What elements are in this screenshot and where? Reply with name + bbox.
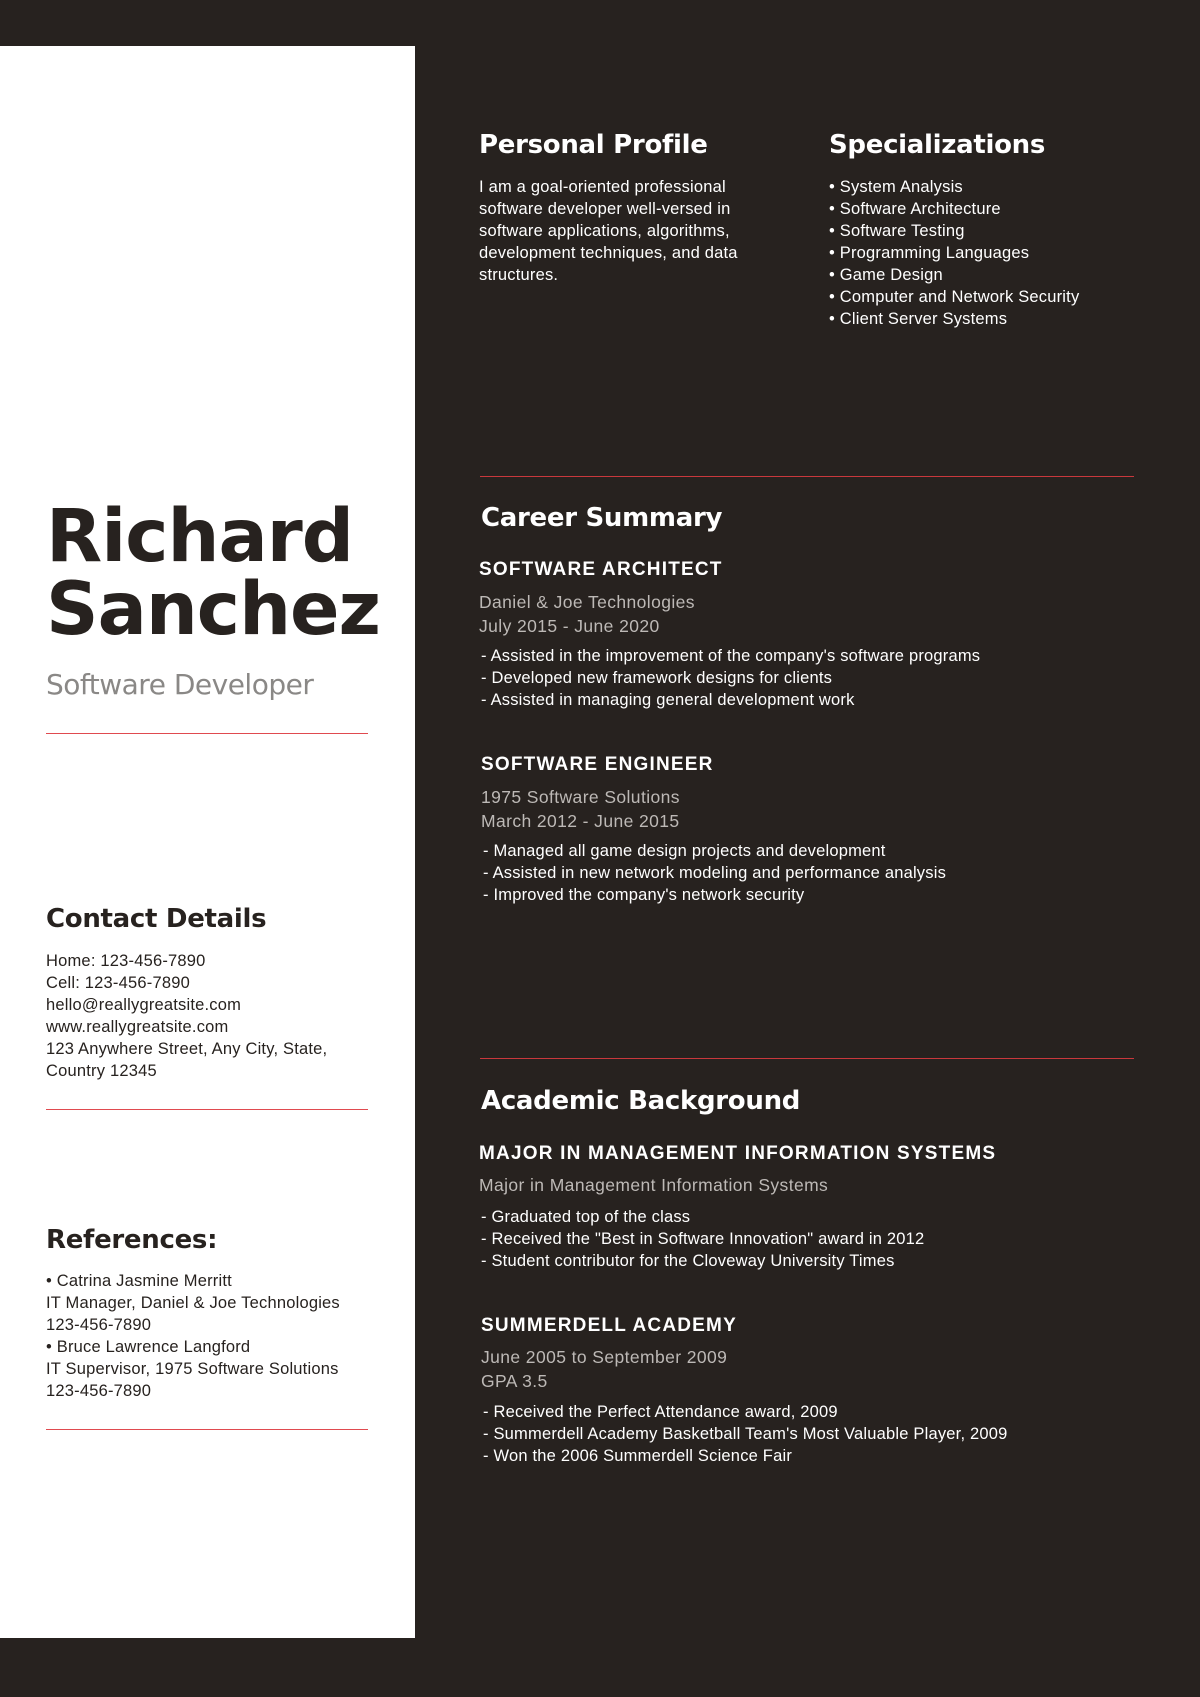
divider [46, 733, 368, 734]
academic-dates: June 2005 to September 2009 [481, 1347, 728, 1367]
job-bullets [481, 645, 980, 711]
specializations-list [829, 176, 1079, 330]
job-meta [479, 590, 695, 638]
specialization-item: • Software Architecture [829, 200, 1001, 218]
job-dates: July 2015 - June 2020 [479, 616, 660, 636]
contact-cell: Cell: 123-456-7890 [46, 974, 190, 992]
specialization-item: • Client Server Systems [829, 310, 1008, 328]
job-bullet: - Assisted in the improvement of the company's software programs [481, 647, 981, 665]
job-bullet: - Improved the company's network security [483, 886, 805, 904]
job-bullet: - Assisted in new network modeling and performance analysis [483, 864, 947, 882]
contact-address-line1: 123 Anywhere Street, Any City, State, [46, 1040, 328, 1058]
first-name: Richard [46, 494, 353, 579]
academic-meta [481, 1345, 727, 1393]
academic-bullet: - Received the Perfect Attendance award, 2009 [483, 1403, 838, 1421]
academic-sub: Major in Management Information Systems [479, 1175, 829, 1195]
reference-line: IT Supervisor, 1975 Software Solutions [46, 1360, 339, 1378]
job-meta [481, 785, 680, 833]
profile-line: development techniques, and data [479, 244, 738, 262]
contact-address-line2: Country 12345 [46, 1062, 157, 1080]
profile-line: software applications, algorithms, [479, 222, 730, 240]
job-title: SOFTWARE ARCHITECT [479, 559, 723, 580]
specializations-heading: Specializations [829, 130, 1046, 160]
academic-gpa: GPA 3.5 [481, 1371, 548, 1391]
profile-line: software developer well-versed in [479, 200, 731, 218]
job-bullet: - Managed all game design projects and development [483, 842, 886, 860]
specialization-item: • Software Testing [829, 222, 965, 240]
career-heading: Career Summary [481, 503, 723, 533]
academic-bullet: - Summerdell Academy Basketball Team's Most Valuable Player, 2009 [483, 1425, 1008, 1443]
job-bullets [483, 840, 946, 906]
specialization-item: • Programming Languages [829, 244, 1030, 262]
academic-bullets [483, 1401, 1008, 1467]
candidate-name [46, 494, 381, 652]
reference-line: • Catrina Jasmine Merritt [46, 1272, 232, 1290]
divider [480, 1058, 1134, 1059]
job-bullet: - Assisted in managing general development work [481, 691, 855, 709]
academic-heading: Academic Background [481, 1086, 801, 1116]
job-company: Daniel & Joe Technologies [479, 592, 695, 612]
job-title: SOFTWARE ENGINEER [481, 754, 714, 775]
academic-bullet: - Received the "Best in Software Innovation" award in 2012 [481, 1230, 925, 1248]
candidate-role: Software Developer [46, 668, 314, 701]
job-company: 1975 Software Solutions [481, 787, 680, 807]
profile-line: structures. [479, 266, 559, 284]
job-bullet: - Developed new framework designs for clients [481, 669, 833, 687]
academic-bullet: - Graduated top of the class [481, 1208, 691, 1226]
divider [46, 1429, 368, 1430]
academic-title: MAJOR IN MANAGEMENT INFORMATION SYSTEMS [479, 1143, 997, 1164]
divider [480, 476, 1134, 477]
contact-email: hello@reallygreatsite.com [46, 996, 242, 1014]
reference-line: 123-456-7890 [46, 1382, 152, 1400]
academic-bullets [481, 1206, 924, 1272]
profile-heading: Personal Profile [479, 130, 708, 160]
academic-title: SUMMERDELL ACADEMY [481, 1315, 737, 1336]
divider [46, 1109, 368, 1110]
academic-bullet: - Won the 2006 Summerdell Science Fair [483, 1447, 793, 1465]
academic-bullet: - Student contributor for the Cloveway University Times [481, 1252, 895, 1270]
contact-heading: Contact Details [46, 904, 267, 934]
profile-line: I am a goal-oriented professional [479, 178, 726, 196]
contact-home: Home: 123-456-7890 [46, 952, 206, 970]
reference-line: IT Manager, Daniel & Joe Technologies [46, 1294, 340, 1312]
reference-line: 123-456-7890 [46, 1316, 152, 1334]
specialization-item: • Computer and Network Security [829, 288, 1080, 306]
specialization-item: • System Analysis [829, 178, 963, 196]
references-list [46, 1270, 340, 1402]
references-heading: References: [46, 1225, 218, 1255]
job-dates: March 2012 - June 2015 [481, 811, 680, 831]
contact-details [46, 950, 327, 1082]
last-name: Sanchez [46, 567, 381, 652]
specialization-item: • Game Design [829, 266, 943, 284]
reference-line: • Bruce Lawrence Langford [46, 1338, 251, 1356]
contact-website: www.reallygreatsite.com [46, 1018, 229, 1036]
profile-text [479, 176, 738, 286]
